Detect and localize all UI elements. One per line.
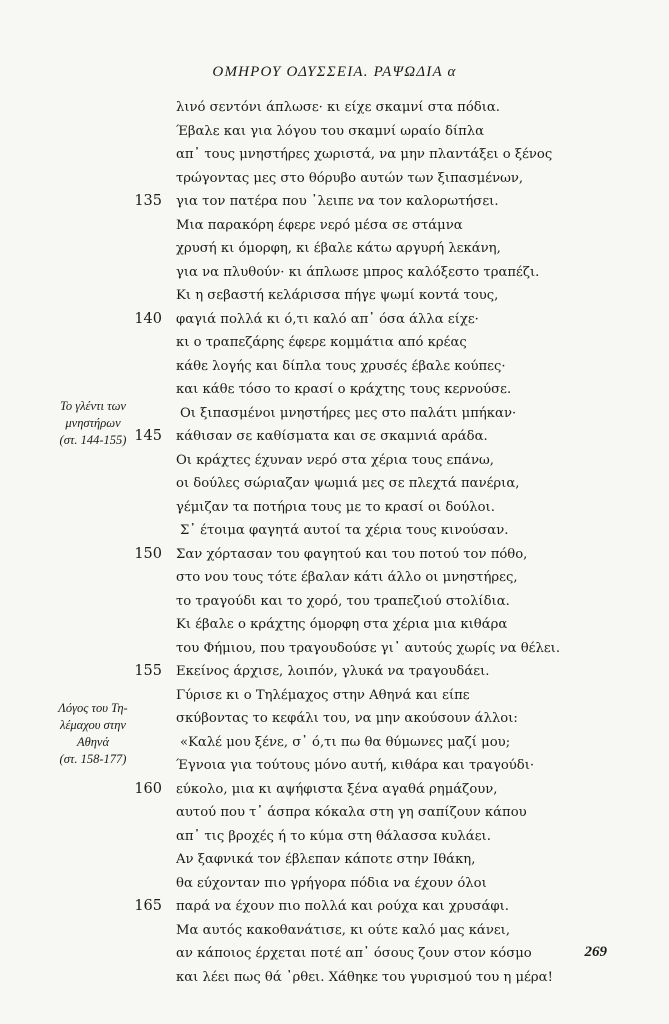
verse-text: Σ᾽ έτοιμα φαγητά αυτοί τα χέρια τους κινούσαν. [180, 523, 509, 538]
verse-text: κάθισαν σε καθίσματα και σε σκαμνιά αράδα. [176, 429, 488, 444]
verse-text: το τραγούδι και το χορό, του τραπεζιού στολίδια. [176, 593, 510, 609]
verse-text: Κι έβαλε ο κράχτης όμορφη στα χέρια μια κιθάρα [176, 617, 508, 632]
verse-text: και κάθε τόσο το κρασί ο κράχτης τους κερνούσε. [176, 382, 512, 397]
margin-note-feast [38, 398, 148, 449]
verse-text: και λέει πως θά ᾽ρθει. Χάθηκε του γυρισμού του η μέρα! [176, 969, 553, 985]
verse-line [0, 261, 669, 285]
verse-text: αν κάποιος έρχεται ποτέ απ᾽ όσους ζουν στον κόσμο [176, 946, 532, 961]
verse-text: Οι ξιπασμένοι μνηστήρες μες στο παλάτι μπήκαν· [180, 405, 517, 421]
verse-line [0, 472, 669, 496]
verse-text: κι ο τραπεζάρης έφερε κομμάτια από κρέας [176, 335, 467, 350]
margin-note-line: Λόγος του Τη- [58, 701, 128, 715]
verse-line [0, 190, 669, 214]
verse-text: στο νου τους τότε έβαλαν κάτι άλλο οι μνηστήρες, [176, 570, 518, 585]
verse-line [0, 308, 669, 332]
verse-line [0, 543, 669, 567]
verse-text: Έβαλε και για λόγου του σκαμνί ωραίο δίπλα [176, 123, 485, 139]
verse-text: απ᾽ τους μνηστήρες χωριστά, να μην πλαντάξει ο ξένος [176, 147, 553, 162]
verse-line [0, 966, 669, 990]
line-number: 150 [134, 545, 162, 562]
verse-line [0, 237, 669, 261]
margin-note-line: μνηστήρων [65, 416, 121, 430]
verse-text: απ᾽ τις βροχές ή το κύμα στη θάλασσα κυλάει. [176, 828, 491, 844]
verse-line [0, 449, 669, 473]
verse-text: Γύρισε κι ο Τηλέμαχος στην Αθηνά και είπε [176, 687, 470, 703]
page-number: 269 [584, 944, 607, 960]
verse-text: λινό σεντόνι άπλωσε· κι είχε σκαμνί στα πόδια. [176, 100, 500, 115]
margin-note-line: (στ. 144-155) [59, 433, 127, 447]
verse-line [0, 120, 669, 144]
verse-text: του Φήμιου, που τραγουδούσε γι᾽ αυτούς χωρίς να θέλει. [176, 640, 561, 656]
line-number: 135 [134, 193, 162, 209]
verse-text: κάθε λογής και δίπλα τους χρυσές έβαλε κούπες· [176, 358, 506, 374]
verse-line [0, 284, 669, 308]
verse-line [0, 660, 669, 684]
line-number: 165 [134, 898, 162, 914]
verse-line [0, 872, 669, 896]
verse-text: για τον πατέρα που ᾽λειπε να τον καλορωτήσει. [176, 194, 499, 209]
verse-line [0, 96, 669, 120]
verse-line [0, 566, 669, 590]
verse-line [0, 496, 669, 520]
verse-text: Εκείνος άρχισε, λοιπόν, γλυκά να τραγουδάει. [176, 664, 490, 679]
verse-text: Κι η σεβαστή κελάρισσα πήγε ψωμί κοντά τους, [176, 288, 499, 303]
verse-text: χρυσή κι όμορφη, κι έβαλε κάτω αργυρή λεκάνη, [176, 241, 501, 256]
verse-text: τρώγοντας μες στο θόρυβο αυτών των ξιπασμένων, [176, 170, 524, 186]
verse-text: οι δούλες σώριαζαν ψωμιά μες σε πλεχτά πανέρια, [176, 476, 520, 491]
verse-text: φαγιά πολλά κι ό,τι καλό απ᾽ όσα άλλα είχε· [176, 311, 479, 327]
margin-note-line: Το γλέντι των [60, 399, 126, 413]
verse-text: αυτού που τ᾽ άσπρα κόκαλα στη γη σαπίζουν κάπου [176, 805, 527, 820]
verse-line [0, 825, 669, 849]
verse-line [0, 143, 669, 167]
margin-note-telemachus [38, 700, 148, 768]
verse-line [0, 214, 669, 238]
running-header: ΟΜΗΡΟΥ ΟΔΥΣΣΕΙΑ. ΡΑΨΩΔΙΑ α [212, 64, 457, 80]
verse-text: Μια παρακόρη έφερε νερό μέσα σε στάμνα [176, 217, 463, 233]
verse-line [0, 919, 669, 943]
verse-line [0, 331, 669, 355]
verse-text: θα εύχονταν πιο γρήγορα πόδια να έχουν όλοι [176, 875, 487, 891]
verse-text: εύκολο, μια κι αψήφιστα ξένα αγαθά ρημάζουν, [176, 781, 498, 797]
verse-text: παρά να έχουν πιο πολλά και ρούχα και χρυσάφι. [176, 899, 509, 914]
verse-line [0, 590, 669, 614]
verse-text: Έγνοια για τούτους μόνο αυτή, κιθάρα και τραγούδι· [176, 758, 535, 773]
verse-text: σκύβοντας το κεφάλι του, να μην ακούσουν άλλοι: [176, 711, 518, 726]
line-number: 140 [134, 310, 162, 327]
verse-text: Μα αυτός κακοθανάτισε, κι ούτε καλό μας κάνει, [176, 922, 511, 938]
line-number: 155 [134, 663, 162, 679]
verse-line [0, 778, 669, 802]
poem-body [0, 96, 669, 989]
verse-line [0, 519, 669, 543]
verse-text: «Καλέ μου ξένε, σ᾽ ό,τι πω θα θύμωνες μαζί μου; [180, 734, 511, 750]
verse-line [0, 613, 669, 637]
margin-note-line: Αθηνά [76, 735, 110, 749]
line-number: 160 [134, 780, 162, 797]
verse-text: Σαν χόρτασαν του φαγητού και του ποτού τον πόθο, [176, 546, 528, 562]
verse-text: για να πλυθούν· κι άπλωσε μπρος καλόξεστο τραπέζι. [176, 264, 540, 280]
verse-text: Αν ξαφνικά τον έβλεπαν κάποτε στην Ιθάκη, [176, 852, 476, 867]
verse-line [0, 942, 669, 966]
margin-note-line: λέμαχου στην [60, 718, 126, 732]
verse-text: Οι κράχτες έχυναν νερό στα χέρια τους επάνω, [176, 452, 494, 468]
margin-note-line: (στ. 158-177) [59, 752, 127, 766]
verse-line [0, 637, 669, 661]
verse-line [0, 355, 669, 379]
line-number: 145 [134, 428, 162, 444]
verse-line [0, 167, 669, 191]
verse-line [0, 801, 669, 825]
verse-text: γέμιζαν τα ποτήρια τους με το κρασί οι δούλοι. [176, 499, 495, 515]
verse-line [0, 895, 669, 919]
verse-line [0, 848, 669, 872]
